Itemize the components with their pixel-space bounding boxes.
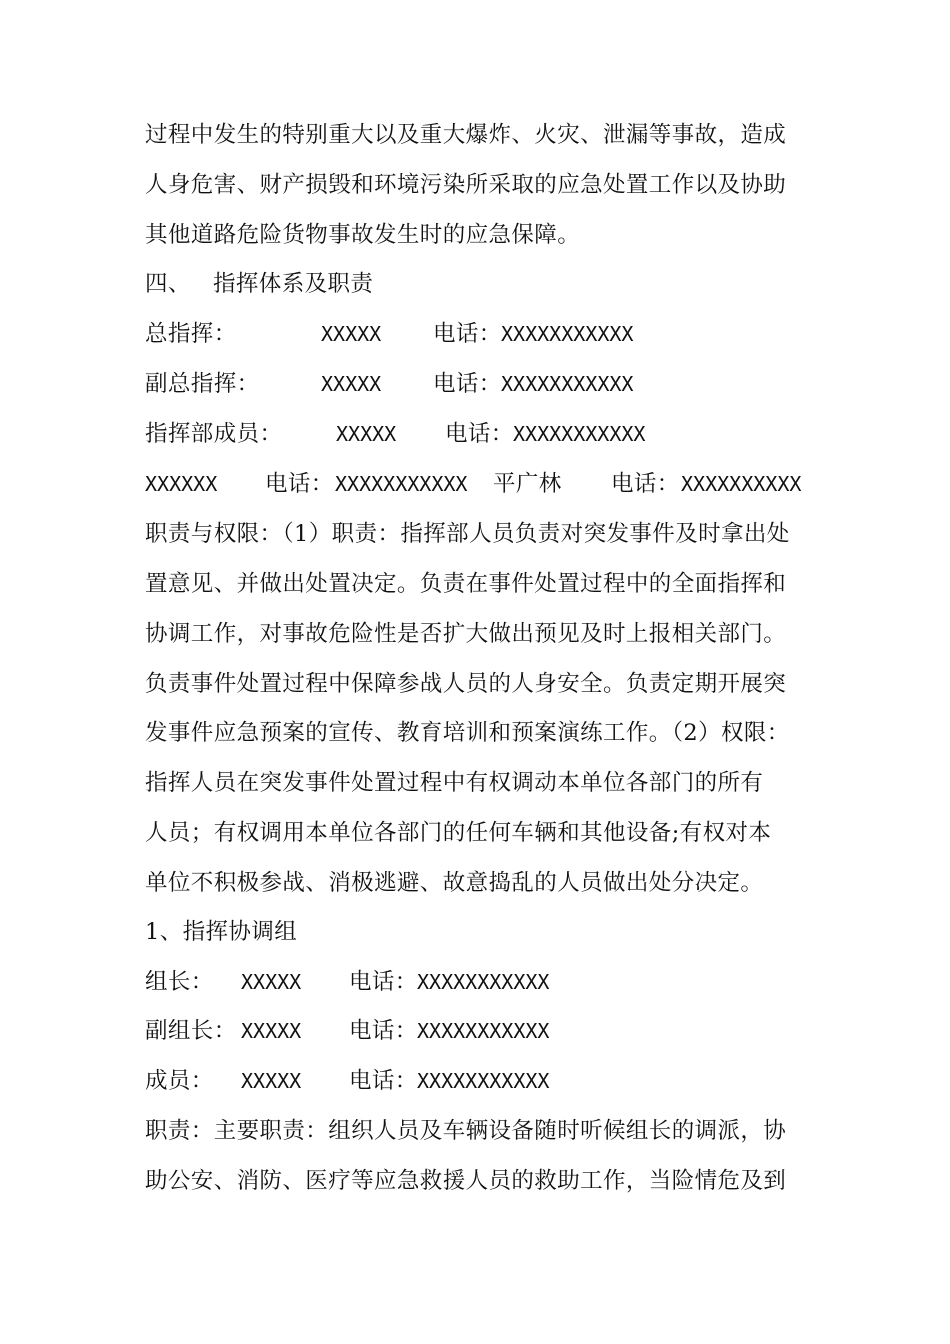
duties-line-2: 置意见、并做出处置决定。负责在事件处置过程中的全面指挥和 <box>145 571 787 597</box>
phone-number: XXXXXXXXXX <box>681 472 802 496</box>
phone-number: XXXXXXXXXXX <box>417 1069 550 1093</box>
phone-label: 电话： <box>433 321 502 347</box>
section-number: 四、 <box>145 271 191 297</box>
role-label: 总指挥： <box>145 321 237 347</box>
phone-label: 电话： <box>349 1068 418 1094</box>
phone-number: XXXXXXXXXXX <box>501 322 634 346</box>
phone-number: XXXXXXXXXXX <box>417 970 550 994</box>
person-name: XXXXX <box>321 322 382 346</box>
roster-row-member <box>145 414 845 454</box>
phone-label: 电话： <box>349 1018 418 1044</box>
role-label: 指挥部成员： <box>145 421 283 447</box>
duties-line-6: 指挥人员在突发事件处置过程中有权调动本单位各部门的所有 <box>145 770 764 796</box>
group1-row-deputy <box>145 1011 745 1051</box>
group1-heading: 1、指挥协调组 <box>145 919 298 945</box>
intro-line-3: 其他道路危险货物事故发生时的应急保障。 <box>145 222 581 248</box>
phone-number: XXXXXXXXXXX <box>513 422 646 446</box>
role-label: 副组长： <box>145 1018 237 1044</box>
roster-row-extra <box>145 464 845 504</box>
phone-number: XXXXXXXXXXX <box>501 372 634 396</box>
phone-number: XXXXXXXXXXX <box>335 472 468 496</box>
person-name: XXXXX <box>241 1069 302 1093</box>
duties-line-3: 协调工作，对事故危险性是否扩大做出预见及时上报相关部门。 <box>145 621 787 647</box>
person-name: XXXXX <box>336 422 397 446</box>
person-name: XXXXXX <box>145 472 218 496</box>
group1-duties-line-2: 助公安、消防、医疗等应急救援人员的救助工作，当险情危及到 <box>145 1168 787 1194</box>
phone-label: 电话： <box>433 371 502 397</box>
person-name: XXXXX <box>321 372 382 396</box>
intro-line-2: 人身危害、财产损毁和环境污染所采取的应急处置工作以及协助 <box>145 172 787 198</box>
group1-row-leader <box>145 962 745 1002</box>
duties-line-7: 人员；有权调用本单位各部门的任何车辆和其他设备;有权对本 <box>145 820 772 846</box>
group1-duties-line-1: 职责：主要职责：组织人员及车辆设备随时听候组长的调派，协 <box>145 1118 787 1144</box>
phone-label: 电话： <box>265 471 334 497</box>
duties-line-8: 单位不积极参战、消极逃避、故意捣乱的人员做出处分决定。 <box>145 870 764 896</box>
person-name: XXXXX <box>241 970 302 994</box>
duties-line-5: 发事件应急预案的宣传、教育培训和预案演练工作。（2）权限： <box>145 720 790 746</box>
role-label: 副总指挥： <box>145 371 260 397</box>
role-label: 组长： <box>145 969 214 995</box>
role-label: 成员： <box>145 1068 214 1094</box>
phone-label: 电话： <box>349 969 418 995</box>
roster-row-total <box>145 314 845 354</box>
person-name: 平广林 <box>493 471 562 497</box>
group1-row-member <box>145 1061 745 1101</box>
intro-line-1: 过程中发生的特别重大以及重大爆炸、火灾、泄漏等事故，造成 <box>145 122 787 148</box>
roster-row-deputy <box>145 364 845 404</box>
duties-line-1: 职责与权限：（1）职责：指挥部人员负责对突发事件及时拿出处 <box>145 521 790 547</box>
phone-label: 电话： <box>611 471 680 497</box>
phone-number: XXXXXXXXXXX <box>417 1019 550 1043</box>
duties-line-4: 负责事件处置过程中保障参战人员的人身安全。负责定期开展突 <box>145 671 787 697</box>
phone-label: 电话： <box>445 421 514 447</box>
section-title: 指挥体系及职责 <box>213 271 374 297</box>
person-name: XXXXX <box>241 1019 302 1043</box>
